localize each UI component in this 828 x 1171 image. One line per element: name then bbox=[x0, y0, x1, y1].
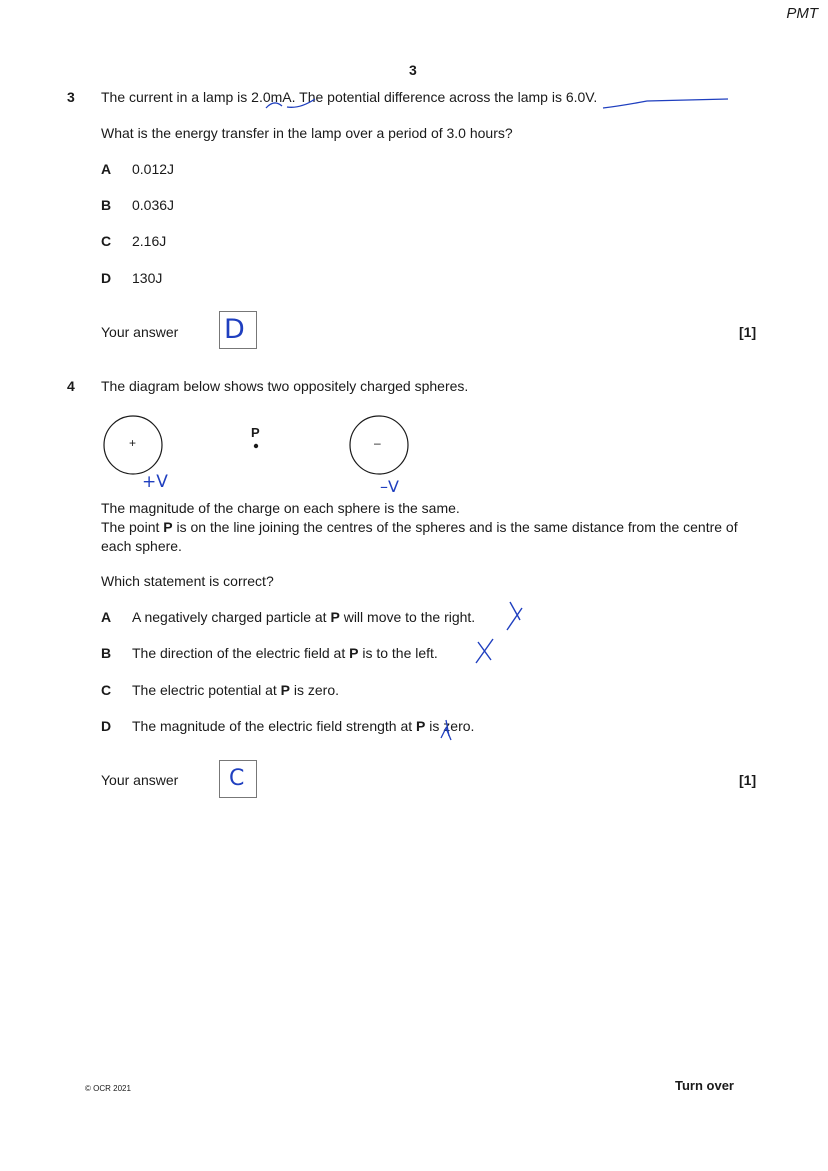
option-text: 0.036J bbox=[132, 197, 175, 213]
option-letter: D bbox=[101, 718, 112, 734]
handwritten-answer: C bbox=[229, 766, 245, 791]
question-4-prompt: Which statement is correct? bbox=[101, 573, 274, 589]
statement-text: The point bbox=[101, 519, 164, 535]
point-ref: P bbox=[416, 718, 426, 734]
statement-text: is on the line joining the centres of the spheres and is the same distance from the centre of each sphere. bbox=[101, 519, 738, 554]
question-4-number: 4 bbox=[67, 378, 75, 394]
point-ref: P bbox=[330, 609, 340, 625]
option-text: 130J bbox=[132, 270, 163, 286]
handwritten-minus-v: –V bbox=[380, 477, 399, 496]
voltage-value: 6.0V. bbox=[565, 89, 598, 105]
option-text-part: will move to the right. bbox=[339, 609, 476, 625]
copyright: © OCR 2021 bbox=[85, 1084, 131, 1093]
statement-line: The magnitude of the charge on each sphere is the same. bbox=[101, 500, 460, 516]
point-ref: P bbox=[349, 645, 359, 661]
option-text-part: The electric potential at bbox=[132, 682, 281, 698]
option-text-part: A negatively charged particle at bbox=[132, 609, 331, 625]
stem-text: The current in a lamp is bbox=[101, 89, 252, 105]
marks: [1] bbox=[739, 772, 757, 788]
handwritten-answer: D bbox=[224, 314, 245, 345]
option-text-part: The direction of the electric field at bbox=[132, 645, 350, 661]
option-letter: A bbox=[101, 609, 112, 625]
positive-sign: + bbox=[129, 436, 137, 450]
option-letter: B bbox=[101, 645, 112, 661]
option-text-part: is to the left. bbox=[358, 645, 438, 661]
question-4-intro: The diagram below shows two oppositely charged spheres. bbox=[101, 378, 469, 394]
option-text-part: The magnitude of the electric field strength at bbox=[132, 718, 417, 734]
answer-label: Your answer bbox=[101, 772, 179, 788]
option-text-part: is zero. bbox=[425, 718, 475, 734]
marks: [1] bbox=[739, 324, 757, 340]
question-3-prompt: What is the energy transfer in the lamp over a period of 3.0 hours? bbox=[101, 125, 513, 141]
option-letter: A bbox=[101, 161, 112, 177]
option-letter: C bbox=[101, 233, 112, 249]
negative-sign: – bbox=[374, 436, 381, 450]
answer-label: Your answer bbox=[101, 324, 179, 340]
point-ref: P bbox=[280, 682, 290, 698]
answer-box-q4[interactable] bbox=[219, 760, 257, 798]
question-3-number: 3 bbox=[67, 89, 75, 105]
option-letter: D bbox=[101, 270, 112, 286]
point-ref: P bbox=[163, 519, 173, 535]
option-letter: C bbox=[101, 682, 112, 698]
page-number: 3 bbox=[409, 62, 417, 78]
turn-over: Turn over bbox=[675, 1078, 734, 1093]
option-text-part: is zero. bbox=[289, 682, 339, 698]
point-p-label: P bbox=[251, 425, 260, 440]
handwritten-plus-v: +V bbox=[142, 472, 168, 492]
stem-text: The potential difference across the lamp is bbox=[295, 89, 566, 105]
current-value: 2.0mA. bbox=[251, 89, 296, 105]
option-text: 0.012J bbox=[132, 161, 175, 177]
option-text: 2.16J bbox=[132, 233, 167, 249]
option-letter: B bbox=[101, 197, 112, 213]
corner-tag: PMT bbox=[786, 5, 818, 22]
